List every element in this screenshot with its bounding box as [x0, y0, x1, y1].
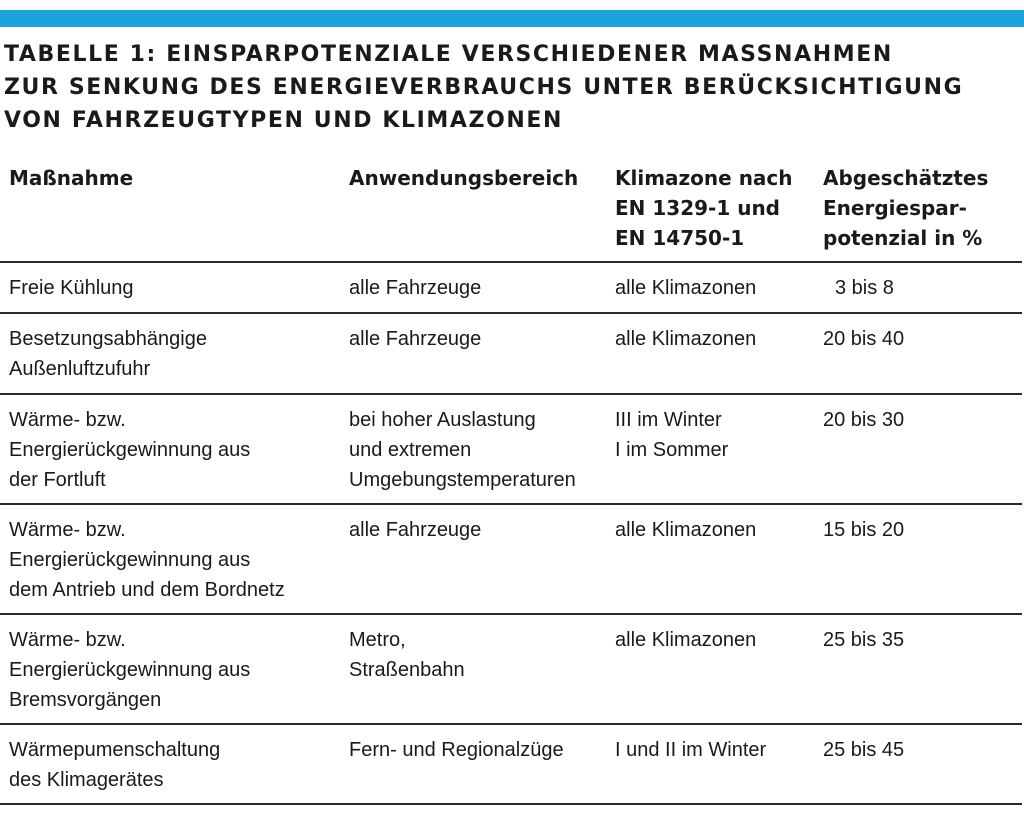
- cell-klimazone: alle Klimazonen: [606, 614, 814, 724]
- cell-klimazone: alle Klimazonen: [606, 313, 814, 394]
- table-row: [0, 262, 1022, 313]
- table-title: [4, 38, 1014, 137]
- cell-bereich: Metro, Straßenbahn: [340, 614, 606, 724]
- header-line: Anwendungsbereich: [349, 166, 579, 190]
- cell-potenzial: 20 bis 30: [814, 394, 1022, 504]
- column-header-klimazone: [606, 159, 814, 262]
- table-row: [0, 394, 1022, 504]
- cell-klimazone: alle Klimazonen: [606, 504, 814, 614]
- table-row: [0, 504, 1022, 614]
- cell-massnahme: Wärme- bzw. Energierückgewinnung aus der Fortluft: [0, 394, 340, 504]
- table-row: [0, 614, 1022, 724]
- cell-potenzial: 25 bis 35: [814, 614, 1022, 724]
- cell-bereich: Fern- und Regionalzüge: [340, 724, 606, 804]
- cell-bereich: alle Fahrzeuge: [340, 313, 606, 394]
- accent-bar: [0, 10, 1024, 27]
- column-header-anwendungsbereich: [340, 159, 606, 262]
- header-line: EN 14750-1: [615, 226, 745, 250]
- cell-bereich: alle Fahrzeuge: [340, 504, 606, 614]
- column-header-potenzial: [814, 159, 1022, 262]
- header-line: potenzial in %: [823, 226, 983, 250]
- cell-massnahme: Freie Kühlung: [0, 262, 340, 313]
- column-header-massnahme: [0, 159, 340, 262]
- header-line: Energiespar-: [823, 196, 967, 220]
- cell-massnahme: Wärmepumenschaltung des Klimagerätes: [0, 724, 340, 804]
- cell-potenzial: 20 bis 40: [814, 313, 1022, 394]
- table-row: [0, 724, 1022, 804]
- header-line: Klimazone nach: [615, 166, 793, 190]
- title-line: VON FAHRZEUGTYPEN UND KLIMAZONEN: [4, 108, 564, 133]
- title-line: ZUR SENKUNG DES ENERGIEVERBRAUCHS UNTER BERÜCKSICHTIGUNG: [4, 75, 964, 100]
- cell-klimazone: III im Winter I im Sommer: [606, 394, 814, 504]
- cell-massnahme: Besetzungsabhängige Außenluftzufuhr: [0, 313, 340, 394]
- header-row: [0, 159, 1022, 262]
- cell-bereich: bei hoher Auslastung und extremen Umgebungstemperaturen: [340, 394, 606, 504]
- cell-klimazone: alle Klimazonen: [606, 262, 814, 313]
- cell-massnahme: Wärme- bzw. Energierückgewinnung aus dem Antrieb und dem Bordnetz: [0, 504, 340, 614]
- cell-potenzial: 15 bis 20: [814, 504, 1022, 614]
- cell-potenzial: 3 bis 8: [814, 262, 1022, 313]
- header-line: EN 1329-1 und: [615, 196, 780, 220]
- title-line: TABELLE 1: EINSPARPOTENZIALE VERSCHIEDENER MASSNAHMEN: [4, 42, 893, 67]
- header-line: Maßnahme: [9, 166, 134, 190]
- cell-potenzial: 25 bis 45: [814, 724, 1022, 804]
- table-row: [0, 313, 1022, 394]
- energy-savings-table: [0, 159, 1022, 805]
- cell-massnahme: Wärme- bzw. Energierückgewinnung aus Bremsvorgängen: [0, 614, 340, 724]
- header-line: Abgeschätztes: [823, 166, 989, 190]
- cell-bereich: alle Fahrzeuge: [340, 262, 606, 313]
- cell-klimazone: I und II im Winter: [606, 724, 814, 804]
